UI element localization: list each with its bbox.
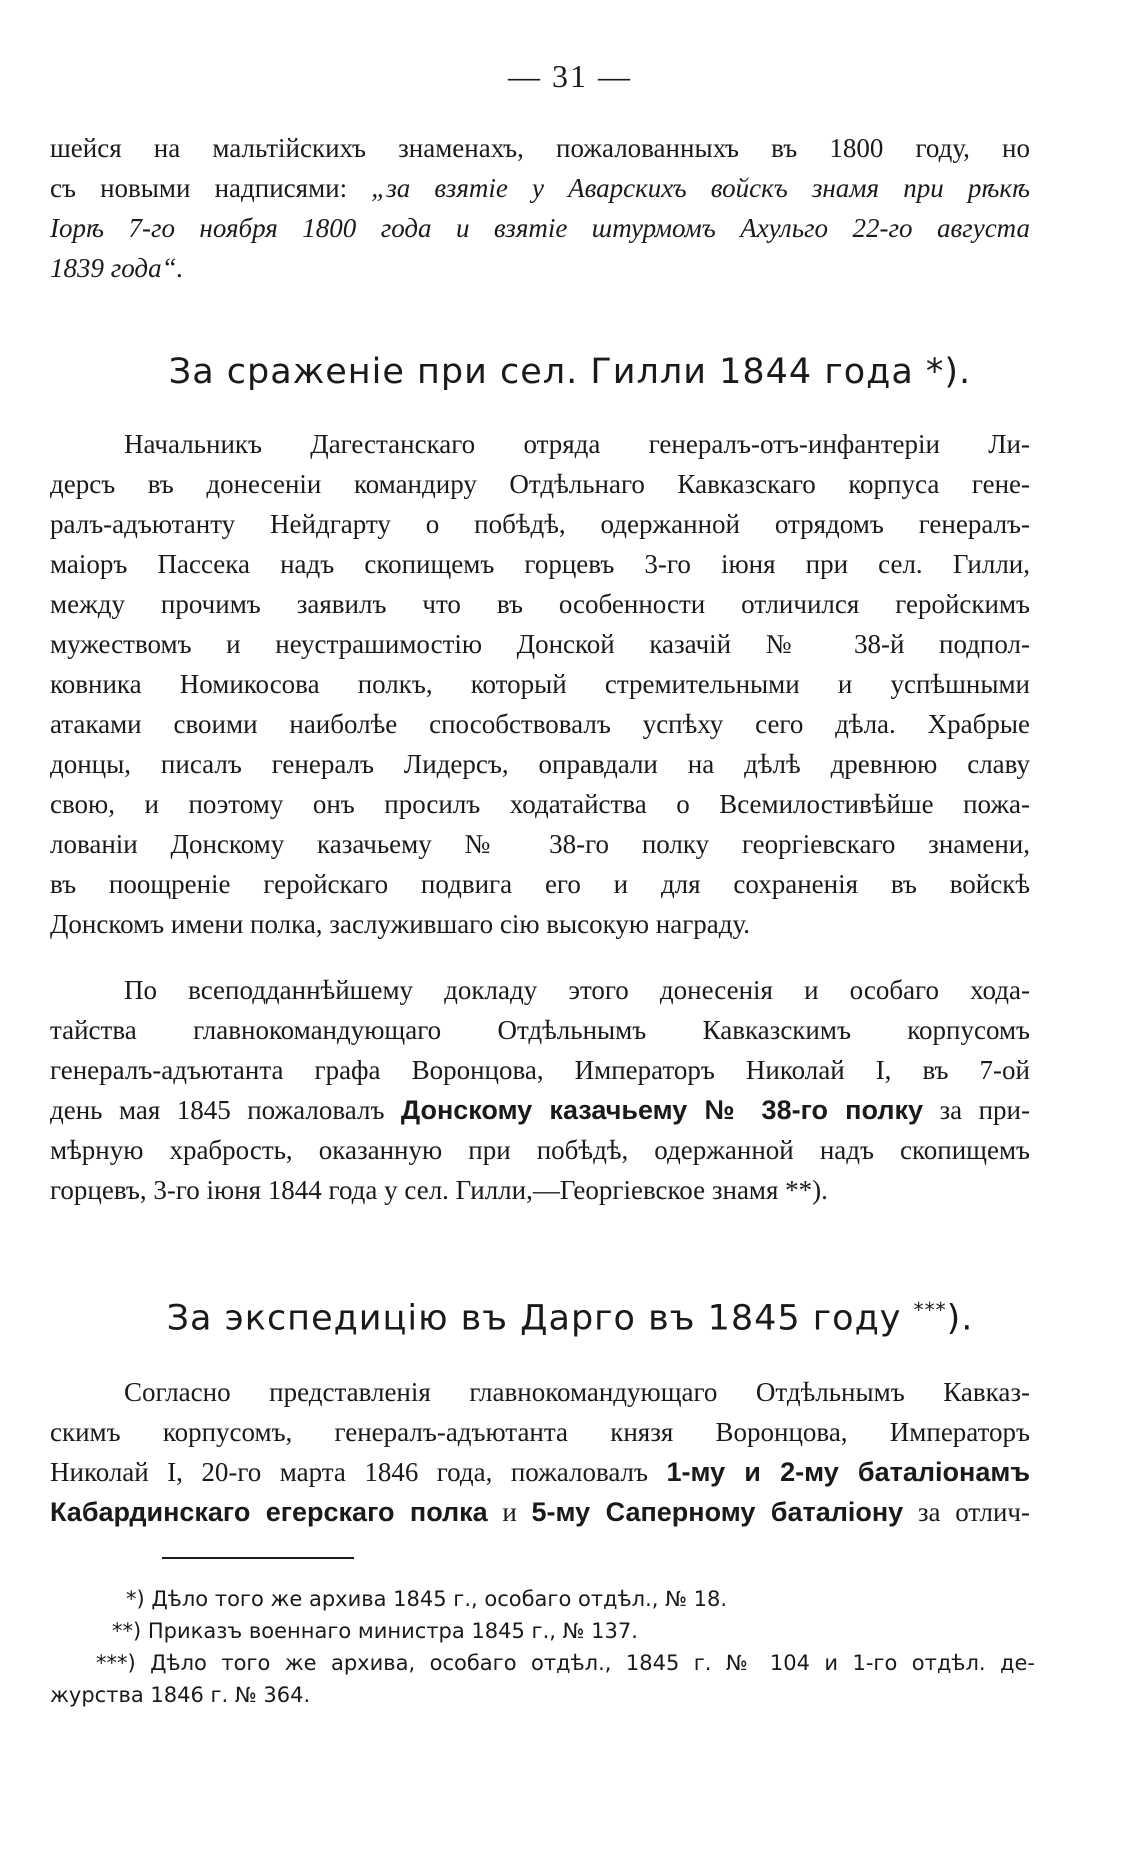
page-number: — 31 — (508, 58, 632, 94)
para2-line-6: горцевъ, 3-го іюня 1844 года у сел. Гилли,—Георгіевское знамя **). (50, 1175, 828, 1205)
dargo-line-1: Согласно представленія главнокомандующаго Отдѣльнымъ Кавказ- (124, 1377, 1030, 1407)
para2-line-4-pre: день мая 1845 пожаловалъ (50, 1095, 401, 1125)
footnote-3-cont: журства 1846 г. № 364. (50, 1683, 311, 1707)
sapper-battalion-bold: 5-му Саперному баталіону (531, 1497, 904, 1527)
para1-line: Донскомъ имени полка, заслужившаго сію высокую награду. (50, 909, 751, 939)
dargo-line-4 (50, 1492, 1030, 1532)
para2-line-5: мѣрную храбрость, оказанную при побѣдѣ, одержанной надъ скопищемъ (50, 1135, 1030, 1165)
dargo-heading-text: За экспедицію въ Дарго въ 1845 году (166, 1298, 914, 1339)
kabardinsky-regiment-bold: Кабардинскаго егерскаго полка (50, 1497, 488, 1527)
para2-line-3: генералъ-адъютанта графа Воронцова, Императоръ Николай I, въ 7-ой (50, 1055, 1030, 1085)
intro-paragraph (50, 128, 1030, 288)
dargo-heading-end: ). (946, 1298, 974, 1339)
regiment-38-bold: Донскому казачьему № 38-го полку (400, 1095, 923, 1125)
para1-line: атаками своими наиболѣе способствовалъ успѣху сего дѣла. Храбрые (50, 709, 1030, 739)
para1-line: маіоръ Пассека надъ скопищемъ горцевъ 3-го іюня при сел. Гилли, (50, 549, 1030, 579)
dargo-line-3 (50, 1452, 1030, 1492)
footnotes (50, 1583, 1035, 1711)
intro-line-2-plain: съ новыми надписями: (50, 173, 372, 203)
para1-line: Начальникъ Дагестанскаго отряда генералъ-отъ-инфантеріи Ли- (124, 429, 1030, 459)
dargo-line-4-post: за отлич- (903, 1497, 1030, 1527)
para2-line-1: По всеподданнѣйшему докладу этого донесенія и особаго хода- (124, 975, 1030, 1005)
para1-line: дерсъ въ донесеніи командиру Отдѣльнаго Кавказскаго корпуса гене- (50, 469, 1030, 499)
footnote-2: **) Приказъ военнаго министра 1845 г., № 137. (112, 1619, 638, 1643)
para1-line: ралъ-адъютанту Нейдгарту о побѣдѣ, одержанной отрядомъ генералъ- (50, 509, 1030, 539)
para2-line-4-post: за при- (923, 1095, 1030, 1125)
para1-line: мужествомъ и неустрашимостію Донской казачій № 38-й подпол- (50, 629, 1030, 659)
section-heading-dargo (0, 1298, 1140, 1339)
para2-line-2: тайства главнокомандующаго Отдѣльнымъ Кавказскимъ корпусомъ (50, 1015, 1030, 1045)
intro-line-1: шейся на мальтійскихъ знаменахъ, пожалованныхъ въ 1800 году, но (50, 133, 1030, 163)
para1-line: ковника Номикосова полкъ, который стремительными и успѣшными (50, 669, 1030, 699)
dargo-line-4-mid: и (487, 1497, 532, 1527)
dargo-line-3-pre: Николай I, 20-го марта 1846 года, пожаловалъ (50, 1457, 667, 1487)
para1-line: въ поощреніе геройскаго подвига его и для сохраненія въ войскѣ (50, 869, 1030, 899)
section1-paragraph-2 (50, 970, 1030, 1210)
battalions-bold: 1-му и 2-му баталіонамъ (666, 1457, 1030, 1487)
footnote-3: ***) Дѣло того же архива, особаго отдѣл., 1845 г. № 104 и 1-го отдѣл. де- (96, 1651, 1035, 1675)
para1-line: между прочимъ заявилъ что въ особенности отличился геройскимъ (50, 589, 1030, 619)
intro-line-3: Іорѣ 7-го ноября 1800 года и взятіе штурмомъ Ахульго 22-го августа (50, 213, 1030, 243)
intro-line-4: 1839 года“. (50, 253, 184, 283)
section2-paragraph (50, 1372, 1030, 1532)
section1-paragraph-1 (50, 424, 1030, 944)
intro-line-2-italic: „за взятіе у Аварскихъ войскъ знамя при рѣкѣ (371, 173, 1030, 203)
para1-line: лованіи Донскому казачьему № 38-го полку георгіевскаго знамени, (50, 829, 1030, 859)
dargo-line-2: скимъ корпусомъ, генералъ-адъютанта князя Воронцова, Императоръ (50, 1417, 1030, 1447)
para1-line: свою, и поэтому онъ просилъ ходатайства о Всемилостивѣйше пожа- (50, 789, 1030, 819)
section-heading-gilli: За сраженіе при сел. Гилли 1844 года *). (168, 352, 972, 392)
footnote-1: *) Дѣло того же архива 1845 г., особаго отдѣл., № 18. (126, 1587, 728, 1611)
para2-line-4 (50, 1090, 1030, 1130)
intro-line-2 (50, 168, 1030, 208)
dargo-heading-sup: *** (913, 1298, 947, 1322)
footnote-divider (162, 1557, 354, 1559)
para1-line: донцы, писалъ генералъ Лидерсъ, оправдали на дѣлѣ древнюю славу (50, 749, 1030, 779)
